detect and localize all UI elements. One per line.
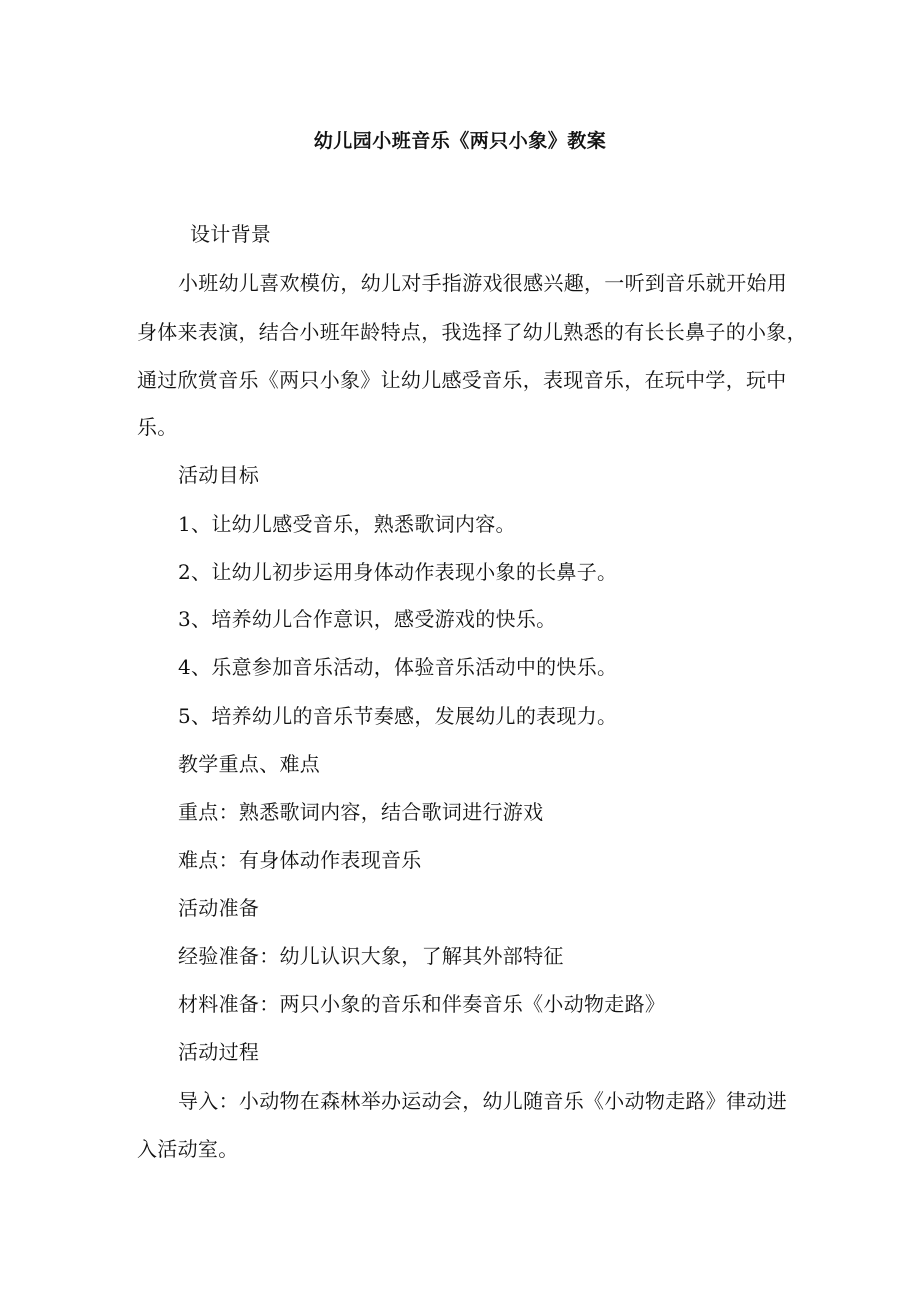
background-line-3: 通过欣赏音乐《两只小象》让幼儿感受音乐，表现音乐，在玩中学，玩中: [137, 368, 787, 392]
experience-preparation: 经验准备：幼儿认识大象，了解其外部特征: [178, 944, 564, 968]
material-preparation: 材料准备：两只小象的音乐和伴奏音乐《小动物走路》: [178, 992, 666, 1016]
goals-heading: 活动目标: [178, 463, 260, 487]
design-background-heading: 设计背景: [190, 222, 272, 246]
key-point: 重点：熟悉歌词内容，结合歌词进行游戏: [178, 800, 544, 824]
goal-item-4: 4、乐意参加音乐活动，体验音乐活动中的快乐。: [178, 655, 618, 679]
preparation-heading: 活动准备: [178, 896, 260, 920]
goal-item-3: 3、培养幼儿合作意识，感受游戏的快乐。: [178, 607, 557, 631]
document-title: 幼儿园小班音乐《两只小象》教案: [313, 130, 607, 152]
background-line-4: 乐。: [137, 415, 178, 439]
intro-line-2: 入活动室。: [137, 1137, 239, 1161]
key-points-heading: 教学重点、难点: [178, 752, 321, 776]
difficult-point: 难点：有身体动作表现音乐: [178, 848, 422, 872]
goal-item-5: 5、培养幼儿的音乐节奏感，发展幼儿的表现力。: [178, 704, 618, 728]
background-line-1: 小班幼儿喜欢模仿，幼儿对手指游戏很感兴趣，一听到音乐就开始用: [178, 271, 787, 295]
background-line-2: 身体来表演，结合小班年龄特点，我选择了幼儿熟悉的有长长鼻子的小象，: [137, 320, 807, 344]
process-heading: 活动过程: [178, 1040, 260, 1064]
goal-item-1: 1、让幼儿感受音乐，熟悉歌词内容。: [178, 512, 516, 536]
goal-item-2: 2、让幼儿初步运用身体动作表现小象的长鼻子。: [178, 560, 618, 584]
intro-line-1: 导入：小动物在森林举办运动会，幼儿随音乐《小动物走路》律动进: [178, 1089, 787, 1113]
